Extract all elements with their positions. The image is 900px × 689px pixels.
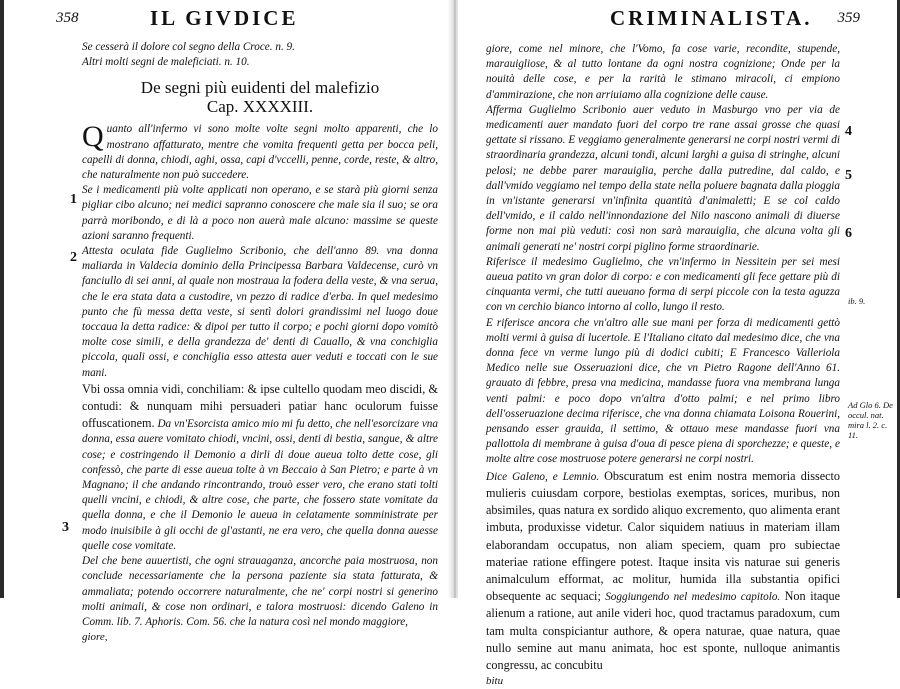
page-number: 359: [837, 10, 860, 26]
margin-number: 1: [70, 192, 77, 207]
paragraph: Attesta oculata fide Guglielmo Scribonio, che dell'anno 89. vna donna maliarda in Valdecia dominio della Principessa Barbara Valdecense, curò vn fanciullo di sei anni, al quale non mostraua la fodera della veste, & vna serua, che le era stata data a custodire, vn pezzo di radice d'erba. In quel medesimo punto che fù messa detta veste, si sentì dolori grandissimi nel luogo doue toccaua la detta radice: & dipoi per tutto il corpo; e pochi giorni dopo vomitò molte cose simili, e della grandezza de' denti di Cauallo, & vna conchiglia piccola, quali ossi, e conchiglia esso attesta auer veduti e toccati con le sue mani.: [82, 245, 438, 379]
paragraph: [486, 468, 840, 674]
summary-line: Altri molti segni de maleficiati. n. 10.: [82, 56, 250, 69]
running-head: [458, 6, 900, 36]
paragraph: E riferisce ancora che vn'altro alle sue mani per forza di medicamenti gettò molti vermi à guisa di lucertole. E l'Italiano citato dal medesimo dice, che vna donna fece vn verme lungo più di dodici cubiti; E Francesco Valleriola Medico nelle sue Osseruazioni dice, che vn Pietro Ragone dell'Anno 61. grauato di febbre, presa vna medicina, mandasse fuora vna membrana lunga venti palmi: e poco dopo vn'altra d'otto palmi; e nel primo libro dell'osseruazione decima riferisce, che vna donna chiamata Loisona Rouerini, pensando esser grauida, il settimo, & ottauo mese mandasse fuori vna pallottola di membrane à guisa d'oua di pesce piena di sporchezze; e queste, e molte altre cose mostruose potere generarsi ne corpi nostri.: [486, 316, 840, 466]
margin-note: ib. 9.: [848, 296, 866, 306]
summary-line: Se cesserà il dolore col segno della Croce. n. 9.: [82, 41, 295, 53]
right-page-body: [486, 42, 840, 688]
chapter-title: De segni più euidenti del malefizio: [140, 78, 380, 98]
paragraph-text: uanto all'infermo vi sono molte volte segni molto apparenti, che lo mostrano affatturato, mentre che vomita frequenti getta per bocca peli, capelli di donna, chiodi, aghi, ossa, capi d'vccelli, penne, corde, reste, & altro, che naturalmente non può succedere.: [82, 123, 438, 182]
margin-note: Ad Glo 6. De occul. nat. mira l. 2. c. 11.: [848, 400, 893, 440]
page-edge: [0, 0, 4, 598]
left-page: [0, 0, 452, 644]
catchword: bitu: [486, 675, 504, 688]
paragraph-text: Da vn'Esorcista amico mio mi fu detto, che nell'esorcizare vna donna, essa auere vomitato chiodi, vncini, ossi, denti di bestia, sangue, & altre cose; e costringendo il Demonio a dirli di doue aueua tolto dette cose, gli confessò, che parte di esse aueua tolte à vn Beccaio à San Pietro; e parte à vn Magnano; il che andando rincontrando, trouò esser vero, che erano stati tolti quelli vncini, e chiodi, & altre cose, che parte, che fossero state vomitate da quella donna, e che il Demonio le aueua in celatamente somministrate per modo inuisibile à gli occhi de gl'astanti, ne era vero, che quella donna auesse quelle cose vomitate.: [82, 418, 438, 552]
running-head: [0, 6, 452, 36]
catchword: giore,: [82, 631, 108, 644]
paragraph: Riferisce il medesimo Guglielmo, che vn'infermo in Nessitein per sei mesi aueua patito vn gran dolor di corpo: e con medicamenti gli fece gettare più di cinquanta vermi, che tutti aueuano forma di serpi piccole con la testa aguzza con vn cerchio bianco intorno al collo, lungo il resto.: [486, 255, 840, 314]
chapter-number: Cap. XXXXIII.: [206, 97, 314, 117]
right-page: [458, 0, 900, 688]
margin-number: 6: [845, 226, 852, 241]
paragraph-text: Dice Galeno, e Lemnio.: [486, 470, 600, 483]
paragraph: Del che bene auuertisti, che ogni strauaganza, ancorche paia mostruosa, non conclude necessariamente che la persona paziente sia stata fatturata, & ammaliata; potendo occorrere naturalmente, che ne' corpi nostri si generino molti animali, & cose non ordinari, e talora mostruosi: dicendo Galeno in Comm. lib. 7. Aphoris. Com. 56. che la natura così nel mondo maggiore,: [82, 555, 438, 628]
latin-quote: Non itaque alienum a ratione, aut anile videri hoc, quod tractamus paradoxum, cum tam multa conspiciantur authore, & opera naturae, quae natura, quae nullo semine aut manu animata, hoc est sponte, nulloque animantis congressu, ac concubitu: [486, 589, 840, 672]
running-head-title: IL GIVDICE: [150, 6, 299, 30]
chapter-heading: [82, 78, 438, 116]
drop-capital: Q: [82, 120, 104, 154]
running-head-title: CRIMINALISTA.: [610, 6, 813, 30]
paragraph: [82, 122, 438, 183]
paragraph: Afferma Guglielmo Scribonio auer veduto in Masburgo vno per via de medicamenti auer mandato fuori del corpo tre rane assai grosse che quasi gettate si rissano. E veggiamo generalmente generarsi ne corpi nostri vermi di straordinaria grandezza, alcuni tondi, alcuni larghi a guisa di stringhe, alcuni pelosi; ne debbe parer marauiglia, perche dalla putredine, dal caldo, e dall'vmido veggiamo nel tempo della state nella poluere bagnata dalla pioggia in vn'istante generarsi vn'infinita quantità d'animaletti; E se col caldo dell'vmido, e il caldo nell'innondazione del Nilo nascono animali di diuerse forme non mai più veduti: così non sarà marauiglia, che alcuna volta gli animali generati ne' nostri corpi piglino forme straordinarie.: [486, 103, 840, 253]
latin-quote: Obscuratum est enim nostra memoria dissecto mulieris cuiusdam corpore, bestiolas exemptas, sorices, muribus, non absimiles, quas natura ex sordido aliquo excremento, quo alimenta erant imbuta, produxisse videtur. Calor siquidem natiuus in materiam illam elaborandam occupatus, non aliam speciem, quam pro subiectae materiae ratione effingere potest. Itaque insita vis naturae sui generis animalculum efformat, ac molitur, humida illa substantia opifici obsequente ac sequaci;: [486, 468, 840, 604]
left-page-body: [82, 40, 438, 644]
margin-number: 5: [845, 168, 852, 183]
margin-number: 2: [70, 250, 77, 265]
paragraph: giore, come nel minore, che l'Vomo, fa cose varie, recondite, stupende, marauigliose, & al tutto lontane da ogni nostra cognizione; Onde per la nouità delle cose, e per la rarità le stimano miracoli, ci empiono d'ammirazione, che non arriuiamo alla cognizione delle cause.: [486, 43, 840, 101]
paragraph: [82, 381, 438, 554]
margin-number: 4: [845, 124, 852, 139]
latin-quote: Vbi ossa omnia vidi, conchiliam: & ipse cultello quodam meo discidi, & contudi: & nunquam mihi persuaderi patiar hanc oculorum fuisse offuscationem.: [82, 381, 438, 431]
paragraph-text: Soggiungendo nel medesimo capitolo.: [605, 591, 781, 604]
page-number: 358: [56, 10, 79, 26]
margin-number: 3: [62, 520, 69, 535]
paragraph: Se i medicamenti più volte applicati non operano, e se starà più giorni senza pigliar cibo alcuno; nei medici sapranno conoscere che male sia il suo; se ora parrà moribondo, e di là a poco non auerà male alcuno: massime se queste azioni saranno frequenti.: [82, 184, 438, 242]
